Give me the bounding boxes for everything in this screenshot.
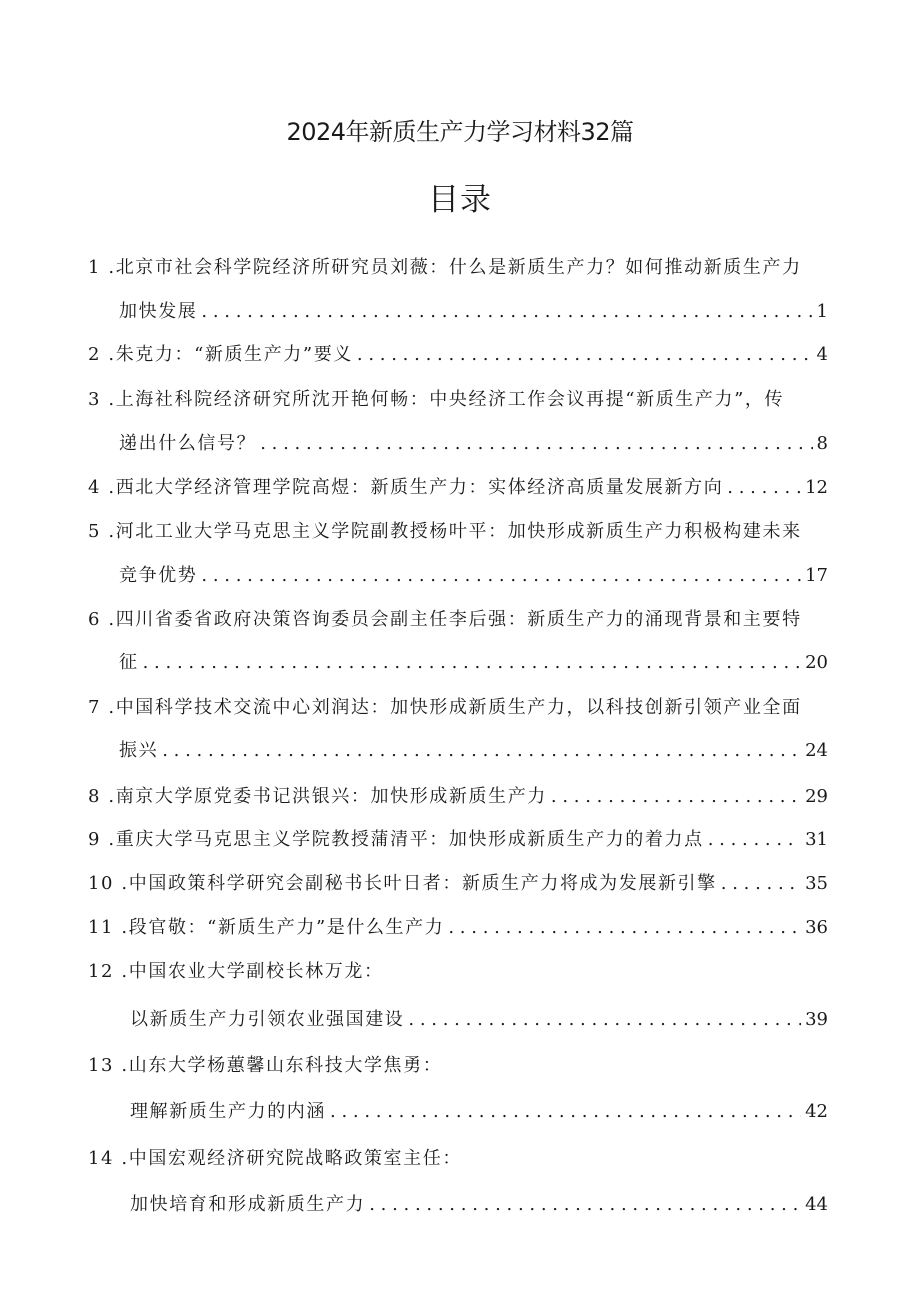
dot-leader — [143, 649, 801, 677]
dot-leader — [357, 341, 813, 369]
dot-leader — [721, 870, 801, 898]
toc-entry-14-title[interactable]: 14 .中国宏观经济研究院战略政策室主任： — [88, 1148, 462, 1169]
toc-entry-9-page: 31 — [805, 829, 828, 850]
dot-leader — [369, 1191, 801, 1219]
toc-entry-12-page: 39 — [805, 1009, 828, 1030]
toc-entry-14-subtitle[interactable] — [130, 1191, 828, 1219]
dot-leader — [330, 1098, 801, 1126]
toc-entry-6-continuation[interactable] — [119, 649, 828, 677]
toc-entry-4-title: 4 .西北大学经济管理学院高煜：新质生产力：实体经济高质量发展新方向 — [88, 477, 724, 498]
toc-entry-13-subtitle-text: 理解新质生产力的内涵 — [130, 1101, 326, 1122]
toc-entry-10-title: 10 .中国政策科学研究会副秘书长叶日者：新质生产力将成为发展新引擎 — [88, 873, 717, 894]
dot-leader — [727, 474, 801, 502]
toc-entry-2-page: 4 — [816, 344, 828, 365]
toc-entry-7-continuation[interactable] — [119, 737, 828, 765]
toc-entry-8[interactable] — [88, 783, 828, 811]
toc-entry-8-title: 8 .南京大学原党委书记洪银兴：加快形成新质生产力 — [88, 786, 547, 807]
toc-entry-10[interactable] — [88, 870, 828, 898]
toc-entry-11[interactable] — [88, 914, 828, 942]
toc-entry-14-subtitle-text: 加快培育和形成新质生产力 — [130, 1194, 366, 1215]
dot-leader — [448, 914, 801, 942]
toc-entry-13-title[interactable]: 13 .山东大学杨蕙馨山东科技大学焦勇： — [88, 1055, 443, 1076]
toc-entry-12-subtitle-text: 以新质生产力引领农业强国建设 — [130, 1009, 405, 1030]
toc-entry-13-subtitle[interactable] — [130, 1098, 828, 1126]
toc-entry-5-page: 17 — [805, 565, 828, 586]
dot-leader — [162, 737, 801, 765]
toc-entry-12-title[interactable]: 12 .中国农业大学副校长林万龙： — [88, 961, 384, 982]
toc-entry-5-continuation[interactable] — [119, 562, 828, 590]
toc-entry-1-page: 1 — [816, 301, 828, 322]
toc-entry-5-title[interactable]: 5 .河北工业大学马克思主义学院副教授杨叶平：加快形成新质生产力积极构建未来 — [88, 521, 802, 542]
dot-leader — [551, 783, 801, 811]
toc-entry-3-continuation[interactable] — [119, 430, 828, 458]
toc-entry-11-page: 36 — [805, 917, 828, 938]
toc-heading: 目录 — [428, 182, 492, 218]
toc-entry-6-page: 20 — [805, 652, 828, 673]
toc-entry-4-page: 12 — [805, 477, 828, 498]
toc-entry-14-page: 44 — [805, 1194, 828, 1215]
toc-entry-7-title[interactable]: 7 .中国科学技术交流中心刘润达：加快形成新质生产力，以科技创新引领产业全面 — [88, 697, 802, 718]
dot-leader — [260, 430, 812, 458]
dot-leader — [408, 1006, 801, 1034]
toc-entry-6-title[interactable]: 6 .四川省委省政府决策咨询委员会副主任李后强：新质生产力的涌现背景和主要特 — [88, 609, 802, 630]
toc-entry-11-title: 11 .段官敬：“新质生产力”是什么生产力 — [88, 917, 445, 938]
toc-entry-8-page: 29 — [805, 786, 828, 807]
toc-entry-12-subtitle[interactable] — [130, 1006, 828, 1034]
toc-entry-2-title: 2 .朱克力：“新质生产力”要义 — [88, 344, 353, 365]
toc-entry-1-title-end: 加快发展 — [119, 301, 198, 322]
toc-entry-4[interactable] — [88, 474, 828, 502]
toc-entry-7-page: 24 — [805, 740, 828, 761]
document-title: 2024年新质生产力学习材料32篇 — [286, 118, 634, 146]
toc-entry-9[interactable] — [88, 826, 828, 854]
toc-entry-6-title-end: 征 — [119, 652, 139, 673]
dot-leader — [201, 298, 812, 326]
toc-entry-3-title-end: 递出什么信号？ — [119, 433, 257, 454]
toc-entry-2[interactable] — [88, 341, 828, 369]
toc-entry-3-title[interactable]: 3 .上海社科院经济研究所沈开艳何畅：中央经济工作会议再提“新质生产力”，传 — [88, 389, 785, 410]
toc-entry-5-title-end: 竞争优势 — [119, 565, 198, 586]
toc-entry-7-title-end: 振兴 — [119, 740, 159, 761]
dot-leader — [201, 562, 801, 590]
toc-entry-13-page: 42 — [805, 1101, 828, 1122]
toc-entry-3-page: 8 — [816, 433, 828, 454]
dot-leader — [708, 826, 801, 854]
toc-entry-1-continuation[interactable] — [119, 298, 828, 326]
toc-entry-10-page: 35 — [805, 873, 828, 894]
toc-entry-1-title[interactable]: 1 .北京市社会科学院经济所研究员刘薇：什么是新质生产力？如何推动新质生产力 — [88, 257, 802, 278]
toc-entry-9-title: 9 .重庆大学马克思主义学院教授蒲清平：加快形成新质生产力的着力点 — [88, 829, 704, 850]
